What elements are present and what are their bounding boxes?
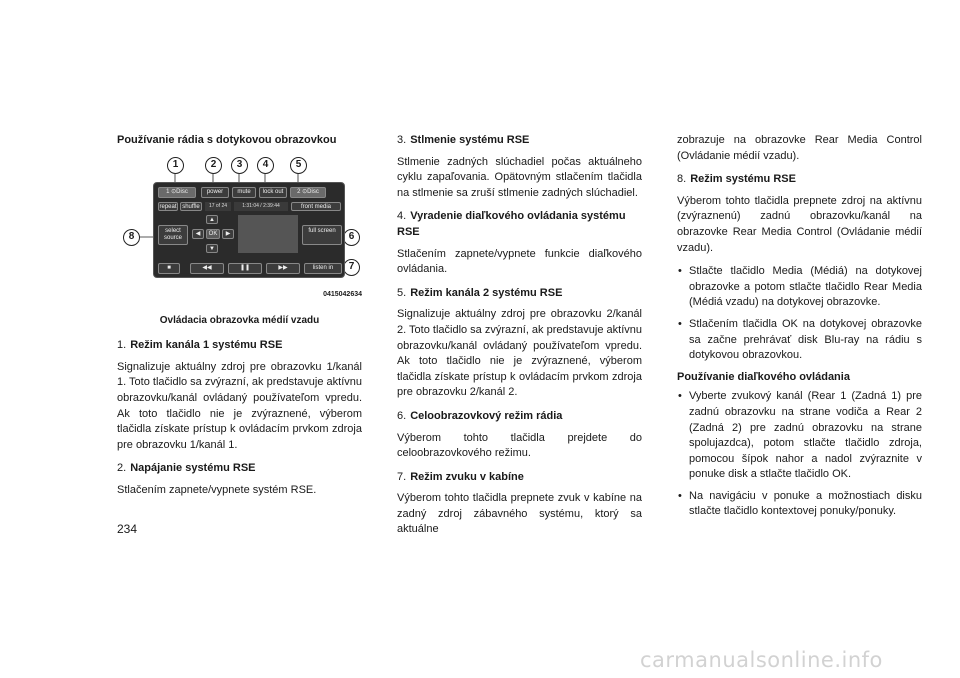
heading-3-number: 3. — [397, 134, 407, 146]
callout-8: 8 — [123, 229, 140, 246]
bullet-text: Stlačením tlačidla OK na dotykovej obrazovke sa začne prehrávať disk Blu-ray na rádiu s dotykovou obrazovkou. — [689, 317, 922, 362]
mute-button[interactable]: mute — [232, 187, 256, 198]
elapsed-time: 1:31:04 / 2:39:44 — [234, 202, 288, 211]
column-middle — [397, 133, 642, 546]
callout-6: 6 — [343, 229, 360, 246]
heading-4-number: 4. — [397, 210, 407, 223]
heading-1 — [117, 338, 362, 354]
heading-4 — [397, 209, 642, 240]
figure-caption: Ovládacia obrazovka médií vzadu — [159, 314, 320, 326]
callout-2: 2 — [205, 157, 222, 174]
heading-5-text: Režim kanála 2 systému RSE — [410, 286, 563, 299]
column-left — [117, 133, 362, 507]
heading-7 — [397, 470, 642, 486]
heading-8-number: 8. — [677, 173, 687, 186]
heading-1-text: Režim kanála 1 systému RSE — [130, 339, 283, 352]
paragraph-4: Stlačením zapnete/vypnete funkcie diaľkového ovládania. — [397, 247, 642, 276]
channel2-source: ⊙Disc — [302, 188, 319, 195]
video-preview — [238, 215, 298, 253]
heading-2-number: 2. — [117, 462, 127, 475]
paragraph-6: Výberom tohto tlačidla prejdete do celoobrazovkového režimu. — [397, 431, 642, 460]
heading-3-text: Stlmenie systému RSE — [410, 134, 530, 146]
heading-7-number: 7. — [397, 470, 407, 483]
arrow-down-button[interactable]: ▼ — [206, 244, 218, 253]
heading-8-text: Režim systému RSE — [690, 173, 796, 186]
heading-6-text: Celoobrazovkový režim rádia — [410, 409, 563, 422]
rse-channel2-button[interactable] — [290, 187, 326, 198]
channel1-number: 1 — [166, 188, 170, 195]
rse-channel1-button[interactable] — [158, 187, 196, 198]
bullet-dot: • — [678, 489, 682, 502]
touch-screen-mockup — [153, 182, 345, 278]
column-right — [677, 133, 922, 526]
heading-3 — [397, 133, 642, 149]
bullet-item — [677, 489, 922, 520]
heading-6 — [397, 409, 642, 425]
arrow-right-button[interactable]: ▶ — [222, 229, 234, 239]
channel2-number: 2 — [297, 188, 301, 195]
fast-forward-button[interactable]: ▶▶ — [266, 263, 300, 274]
heading-5-number: 5. — [397, 286, 407, 299]
bullet-item — [677, 389, 922, 483]
callout-5: 5 — [290, 157, 307, 174]
bullet-text: Vyberte zvukový kanál (Rear 1 (Zadná 1) pre zadnú obrazovku na strane vodiča a Rear 2 (Zadná 2) pre zadnú obrazovku na strane spolujazdca), potom stlačte tlačidlo zdroja, pomocou šípok nahor a nadol zvýraznite v ponuke disk a stlačte tlačidlo OK. — [689, 390, 922, 481]
power-button[interactable]: power — [201, 187, 229, 198]
track-counter: 17 of 24 — [205, 202, 231, 211]
heading-8 — [677, 172, 922, 188]
lockout-button[interactable]: lock out — [259, 187, 287, 198]
paragraph-8: Výberom tohto tlačidla prepnete zdroj na aktívnu (zvýraznenú) zadnú obrazovku/kanál na obrazovke Rear Media Control (Ovládanie médií vzadu). — [677, 194, 922, 254]
paragraph-2: Stlačením zapnete/vypnete systém RSE. — [117, 483, 317, 496]
heading-1-number: 1. — [117, 339, 127, 352]
bullet-text: Stlačte tlačidlo Media (Médiá) na dotykovej obrazovke a potom stlačte tlačidlo Rear Media (Médiá vzadu) na dotykovej obrazovke. — [689, 265, 922, 309]
heading-5 — [397, 286, 642, 302]
heading-2-text: Napájanie systému RSE — [130, 462, 256, 475]
arrow-left-button[interactable]: ◀ — [192, 229, 204, 239]
bullet-item — [677, 317, 922, 364]
callout-3: 3 — [231, 157, 248, 174]
shuffle-button[interactable]: shuffle — [180, 202, 202, 211]
pause-button[interactable]: ❚❚ — [228, 263, 262, 274]
ok-button[interactable]: OK — [206, 229, 220, 239]
paragraph-5: Signalizuje aktuálny zdroj pre obrazovku 2/kanál 2. Toto tlačidlo sa zvýrazní, ak predstavuje aktívnu obrazovku/kanál ovládaný používateľom vpredu. Ak toto tlačidlo nie je zvýraznené, výberom tlačidla získate prístup k ovládacím prvkom zdroja pre obrazovku 2/kanál 2. — [397, 308, 642, 399]
page-number: 234 — [117, 522, 138, 536]
paragraph-1: Signalizuje aktuálny zdroj pre obrazovku 1/kanál 1. Toto tlačidlo sa zvýrazní, ak predstavuje aktívnu obrazovku/kanál ovládaný používateľom vpredu. Ak toto tlačidlo nie je zvýraznené, výberom tlačidla získate prístup k ovládacím prvkom zdroja pre obrazovku 1/kanál 1. — [117, 360, 362, 451]
watermark: carmanualsonline.info — [640, 648, 883, 672]
paragraph-7-continued: zobrazuje na obrazovke Rear Media Control (Ovládanie médií vzadu). — [677, 134, 922, 162]
section-title: Používanie rádia s dotykovou obrazovkou — [117, 134, 337, 146]
stop-button[interactable]: ■ — [158, 263, 180, 274]
rewind-button[interactable]: ◀◀ — [190, 263, 224, 274]
rear-media-control-figure — [117, 155, 362, 307]
full-screen-button[interactable]: full screen — [302, 225, 342, 245]
bullet-dot: • — [678, 390, 682, 403]
repeat-button[interactable]: repeat — [159, 203, 177, 210]
heading-7-text: Režim zvuku v kabíne — [410, 470, 524, 483]
heading-2 — [117, 461, 362, 477]
front-media-button[interactable]: front media — [291, 202, 341, 211]
remote-control-heading: Používanie diaľkového ovládania — [677, 370, 850, 383]
channel1-source: ⊙Disc — [171, 188, 188, 195]
paragraph-3: Stlmenie zadných slúchadiel počas aktuálneho cyklu zapaľovania. Opätovným stlačením tlačidla na stlmenie sa zruší stlmenie zadných slúchadiel. — [397, 155, 642, 199]
callout-1: 1 — [167, 157, 184, 174]
bullet-dot: • — [678, 265, 682, 278]
bullet-item — [677, 264, 922, 311]
paragraph-7: Výberom tohto tlačidla prepnete zvuk v kabíne na zadný zdroj zábavného systému, ktorý sa aktuálne — [397, 492, 642, 536]
listen-in-button[interactable]: listen in — [304, 263, 342, 274]
select-source-button[interactable]: select source — [158, 225, 188, 245]
callout-7: 7 — [343, 259, 360, 276]
heading-4-text: Vyradenie diaľkového ovládania systému RSE — [397, 210, 626, 238]
callout-4: 4 — [257, 157, 274, 174]
bullet-dot: • — [678, 317, 682, 330]
bullet-text: Na navigáciu v ponuke a možnostiach disku stlačte tlačidlo kontextovej ponuky/ponuky. — [689, 489, 922, 518]
heading-6-number: 6. — [397, 409, 407, 422]
figure-code: 0415042634 — [323, 291, 362, 298]
arrow-up-button[interactable]: ▲ — [206, 215, 218, 224]
